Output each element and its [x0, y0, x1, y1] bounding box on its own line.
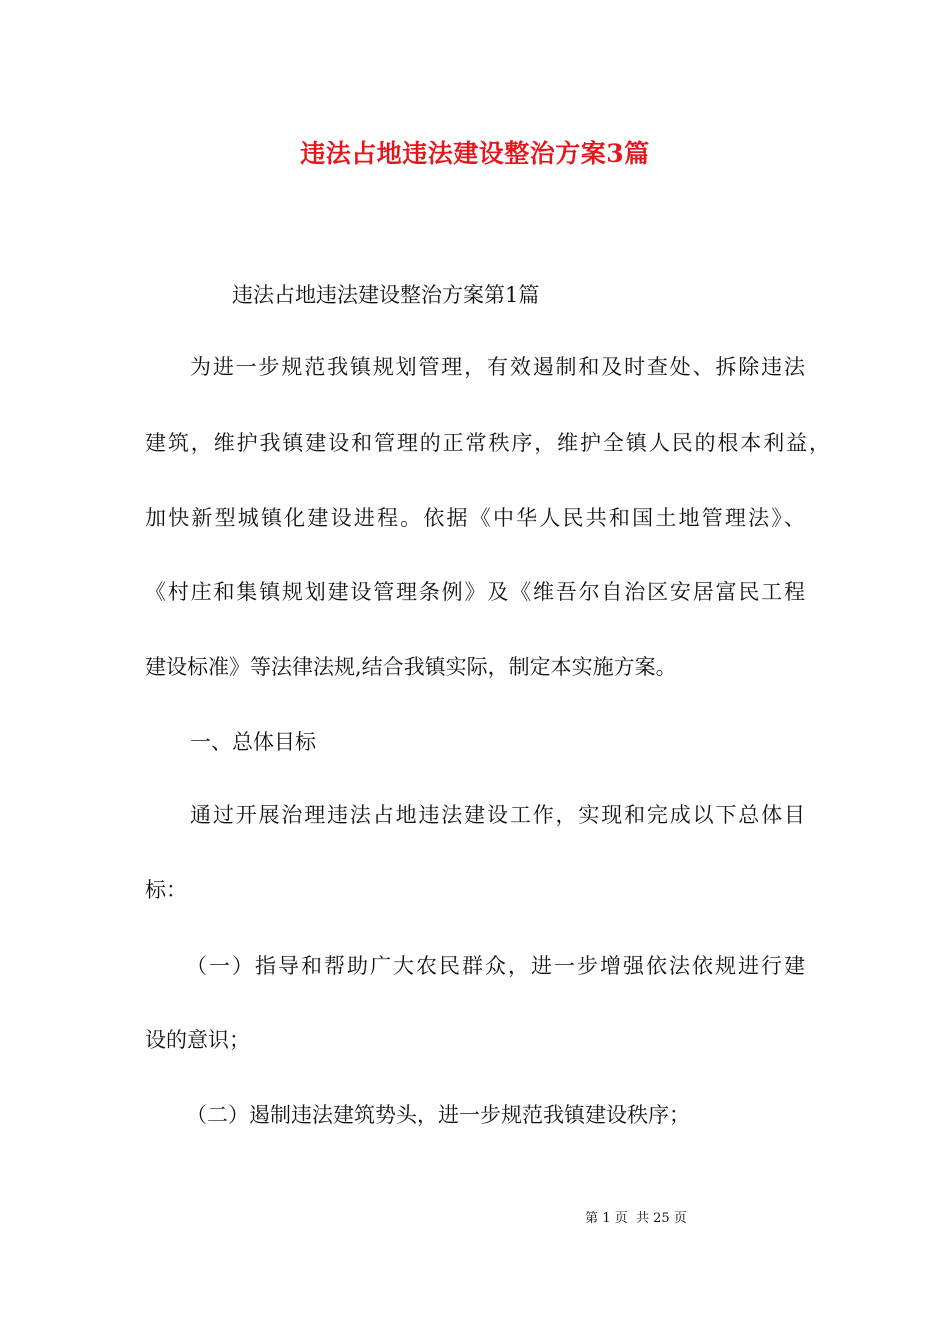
paragraph-line: 为进一步规范我镇规划管理，有效遏制和及时查处、拆除违法	[190, 355, 805, 379]
paragraph-line: 建设标准》等法律法规,结合我镇实际，制定本实施方案。	[145, 655, 677, 679]
page-footer	[0, 1209, 950, 1229]
paragraph-line: 通过开展治理违法占地违法建设工作，实现和完成以下总体目	[190, 803, 805, 827]
document-title: 违法占地违法建设整治方案3篇	[300, 139, 650, 168]
outline-heading: 一、总体目标	[190, 730, 316, 754]
footer-page-number: 1	[602, 1211, 611, 1226]
paragraph-line: 标：	[145, 878, 187, 902]
paragraph-line: 加快新型城镇化建设进程。依据《中华人民共和国土地管理法》、	[145, 506, 805, 530]
footer-total-pages: 25	[653, 1211, 670, 1226]
list-item: （一）指导和帮助广大农民群众，进一步增强依法依规进行建	[186, 954, 805, 978]
footer-suffix: 页	[673, 1211, 687, 1226]
paragraph-line: 《村庄和集镇规划建设管理条例》及《维吾尔自治区安居富民工程	[145, 580, 805, 604]
footer-prefix: 第	[585, 1211, 599, 1226]
list-item: （二）遏制违法建筑势头，进一步规范我镇建设秩序；	[186, 1103, 690, 1127]
footer-middle: 页 共	[614, 1211, 649, 1226]
list-item: 设的意识；	[145, 1028, 250, 1052]
section-heading: 违法占地违法建设整治方案第1篇	[232, 283, 540, 307]
paragraph-line: 建筑，维护我镇建设和管理的正常秩序，维护全镇人民的根本利益，	[145, 431, 830, 455]
